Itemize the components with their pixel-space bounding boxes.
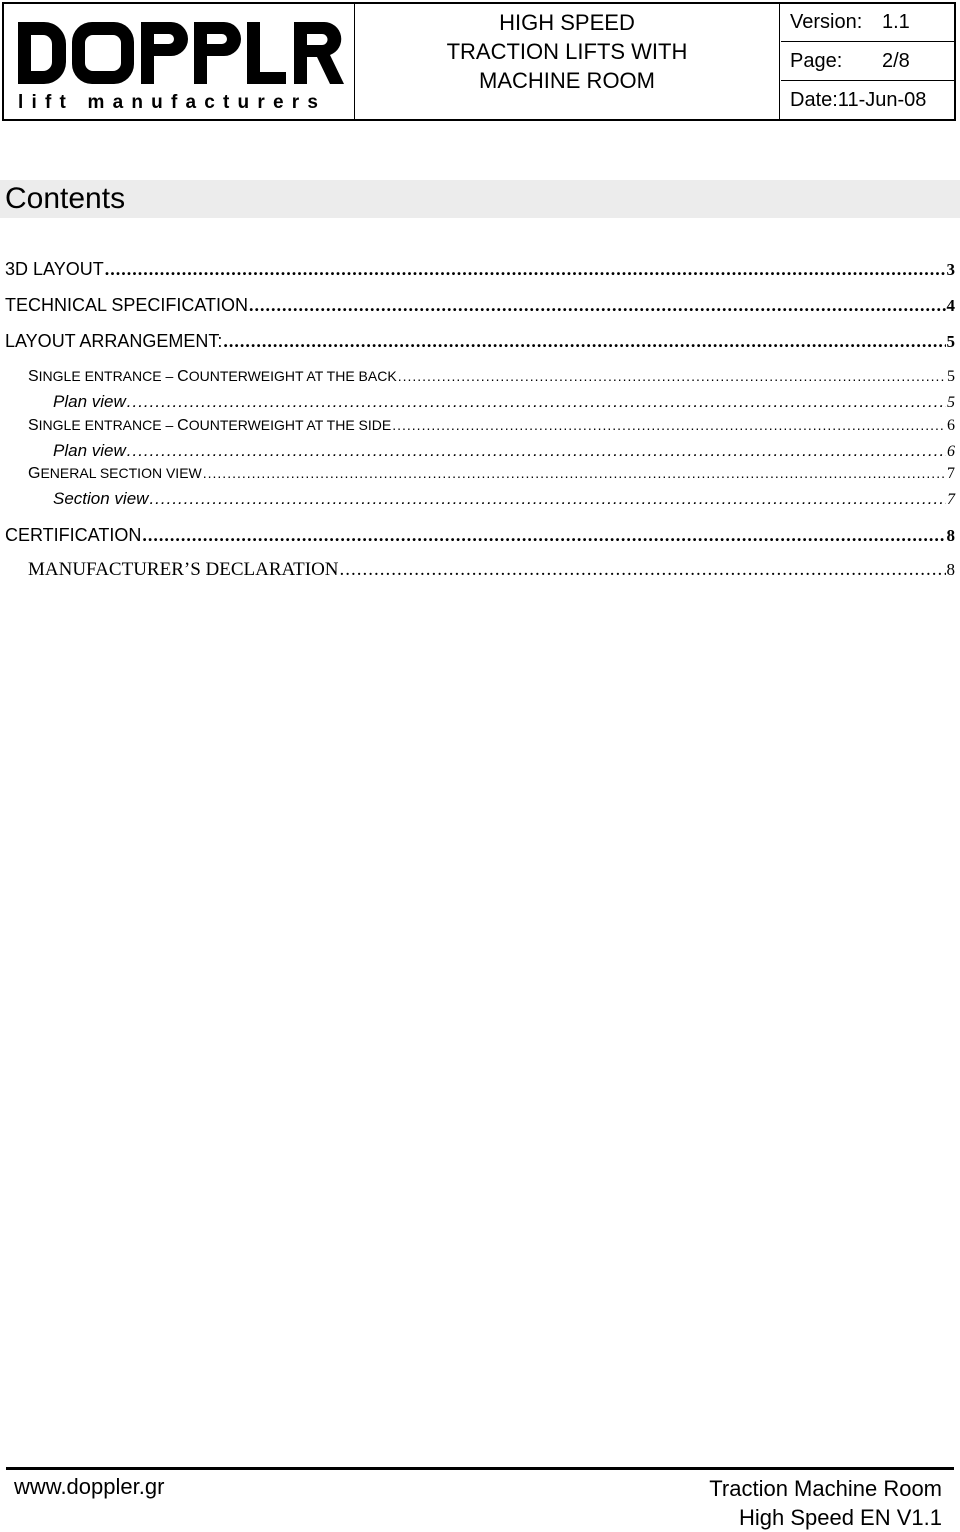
logo-cell (4, 4, 355, 119)
toc-entry-label: 3D LAYOUT (5, 259, 104, 279)
doppler-logo (4, 4, 354, 119)
footer-divider (6, 1467, 954, 1470)
toc-entry-label: LAYOUT ARRANGEMENT: (5, 331, 223, 351)
toc-leader-dots (223, 331, 945, 352)
toc-entry-label: CERTIFICATION (5, 525, 142, 545)
document-header (2, 2, 956, 121)
toc-page-number: 7 (947, 465, 955, 482)
date-row (781, 81, 954, 119)
toc-page-number: 5 (947, 394, 955, 411)
date-text: Date:11-Jun-08 (790, 88, 927, 111)
toc-entry-certification[interactable] (5, 525, 955, 546)
page-label: Page: (790, 49, 843, 72)
title-line-2: TRACTION LIFTS WITH (446, 39, 688, 64)
document-title (355, 4, 780, 119)
toc-leader-dots (392, 417, 946, 433)
toc-leader-dots (142, 525, 945, 546)
page-value: 2/8 (882, 49, 910, 72)
footer-doc-info (709, 1474, 942, 1532)
toc-entry-manufacturers-declaration[interactable] (28, 559, 955, 581)
toc-page-number: 3 (946, 260, 955, 279)
footer-doc-title: Traction Machine Room (709, 1476, 942, 1501)
footer-website[interactable]: www.doppler.gr (14, 1474, 165, 1499)
contents-heading-bar (0, 180, 960, 218)
toc-leader-dots (149, 489, 946, 509)
toc-page-number: 5 (947, 368, 955, 385)
toc-leader-dots (105, 259, 946, 280)
toc-entry-label: Plan view (53, 441, 126, 460)
toc-entry-label: SINGLE ENTRANCE – COUNTERWEIGHT AT THE BACK (28, 368, 397, 385)
toc-entry-technical-specification[interactable] (5, 295, 955, 316)
toc-page-number: 7 (947, 491, 955, 508)
toc-entry-label: Plan view (53, 392, 126, 411)
toc-entry-cw-back[interactable] (28, 368, 955, 386)
toc-page-number: 6 (947, 417, 955, 434)
svg-text:lift manufacturers: lift manufacturers (18, 92, 327, 113)
contents-heading: Contents (5, 182, 126, 215)
toc-entry-label: Section view (53, 489, 149, 508)
toc-entry-layout-arrangement[interactable] (5, 331, 955, 352)
toc-entry-label: TECHNICAL SPECIFICATION (5, 295, 249, 315)
version-value: 1.1 (882, 11, 910, 33)
toc-page-number: 8 (946, 526, 955, 545)
version-label: Version: (790, 11, 863, 33)
toc-leader-dots (340, 559, 946, 581)
toc-page-number: 8 (946, 560, 955, 579)
toc-entry-section-view[interactable] (53, 489, 955, 509)
toc-page-number: 4 (946, 296, 955, 315)
toc-leader-dots (127, 441, 946, 461)
toc-entry-general-section-view[interactable] (28, 465, 955, 483)
title-line-3: MACHINE ROOM (479, 68, 655, 93)
toc-page-number: 5 (946, 332, 955, 351)
toc-leader-dots (249, 295, 945, 316)
document-meta (781, 4, 954, 119)
page-row (781, 42, 954, 81)
toc-leader-dots (398, 368, 946, 384)
toc-page-number: 6 (947, 443, 955, 460)
title-line-1: HIGH SPEED (499, 10, 635, 35)
version-row (781, 4, 954, 42)
toc-entry-label: GENERAL SECTION VIEW (28, 465, 202, 482)
toc-entry-label: MANUFACTURER’S DECLARATION (28, 559, 339, 580)
toc-entry-cw-side[interactable] (28, 417, 955, 435)
toc-leader-dots (127, 392, 946, 412)
toc-leader-dots (203, 465, 946, 481)
toc-entry-3d-layout[interactable] (5, 259, 955, 280)
toc-entry-label: SINGLE ENTRANCE – COUNTERWEIGHT AT THE SIDE (28, 417, 392, 434)
toc-entry-plan-view-side[interactable] (53, 441, 955, 461)
toc-entry-plan-view-back[interactable] (53, 392, 955, 412)
footer-doc-version: High Speed EN V1.1 (738, 1505, 942, 1530)
